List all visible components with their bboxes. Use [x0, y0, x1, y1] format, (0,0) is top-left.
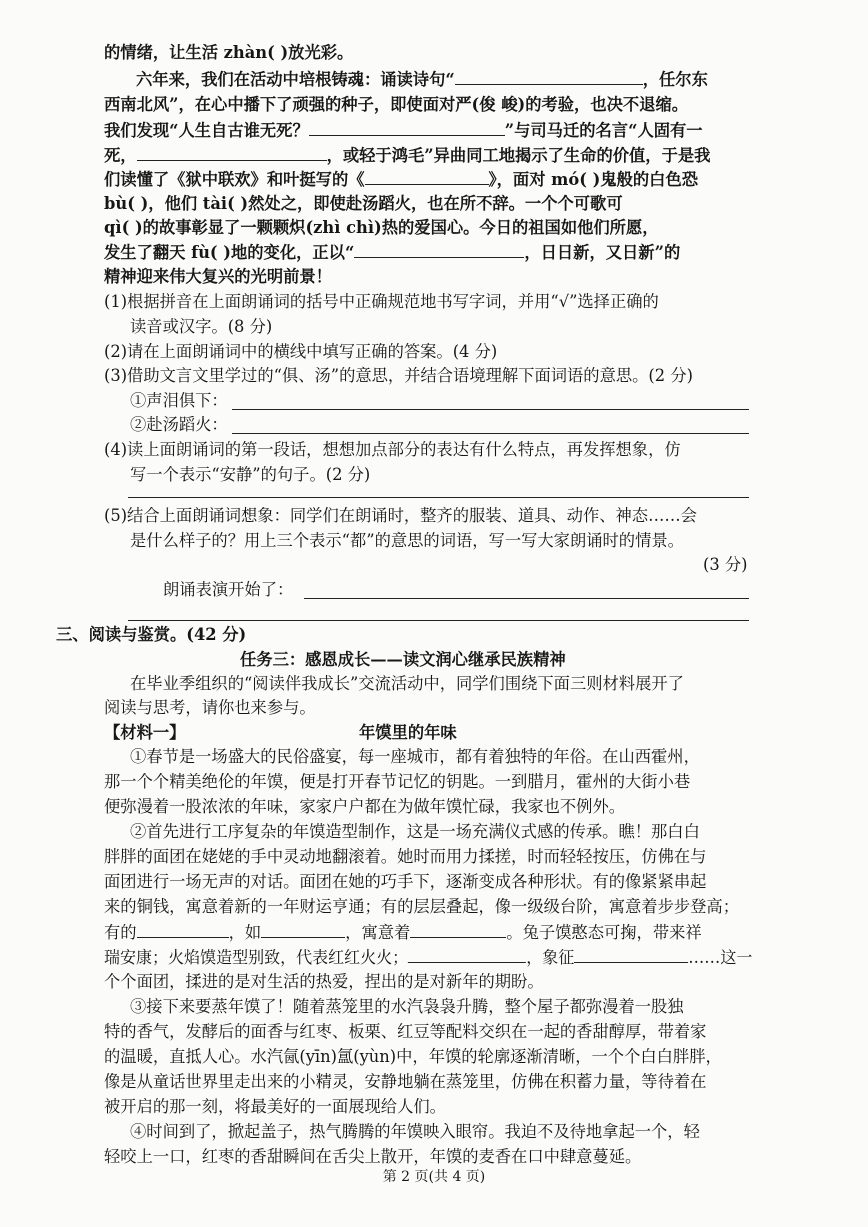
answer-blank[interactable]: [410, 920, 506, 938]
answer-blank[interactable]: [408, 945, 526, 963]
passage-line: 特的香气，发酵后的面香与红枣、板栗、红豆等配料交织在一起的香甜醇厚，带着家: [104, 1022, 707, 1041]
poem-line: qì( )的故事彰显了一颗颗炽(zhì chì)热的爱国心。今日的祖国如他们所愿，: [104, 218, 659, 237]
task-title: 任务三：感恩成长——读文润心继承民族精神: [240, 650, 566, 669]
poem-line: 的情绪，让生活 zhàn( )放光彩。: [104, 43, 354, 62]
question-5-score: (3 分): [703, 555, 748, 574]
poem-text: 死，: [104, 146, 137, 165]
passage-line: 来的铜钱，寓意着新的一年财运亨通；有的层层叠起，像一级级台阶，寓意着步步登高；: [104, 897, 739, 916]
question-2: (2)请在上面朗诵词中的横线中填写正确的答案。(4 分): [104, 342, 498, 361]
poem-line: [104, 143, 710, 168]
poem-text: ，或轻于鸿毛”异曲同工地揭示了生命的价值，于是我: [326, 146, 711, 165]
poem-line: [104, 240, 680, 265]
passage-text: ……这一: [688, 948, 753, 967]
material-label: 【材料一】: [104, 723, 186, 742]
question-3-item: ①声泪俱下：: [130, 391, 228, 410]
answer-line[interactable]: [128, 497, 749, 498]
passage-line: [104, 920, 702, 945]
poem-text: ”与司马迁的名言“人固有一: [504, 121, 703, 140]
passage-line: 像是从童话世界里走出来的小精灵，安静地躺在蒸笼里，仿佛在积蓄力量，等待着在: [104, 1072, 707, 1091]
passage-text: 有的: [104, 923, 137, 942]
intro-text: 在毕业季组织的“阅读伴我成长”交流活动中，同学们围绕下面三则材料展开了: [130, 674, 684, 693]
answer-line[interactable]: [232, 409, 749, 410]
poem-text: 发生了翻天 fù( )地的变化，正以“: [104, 243, 355, 262]
passage-line: 的温暖，直抵人心。水汽氤(yīn)氲(yùn)中，年馍的轮廓逐渐清晰，一个个白白胖胖，: [104, 1047, 722, 1066]
passage-line: 被开启的那一刻，将最美好的一面展现给人们。: [104, 1097, 446, 1116]
answer-blank[interactable]: [137, 920, 229, 938]
passage-line: 那一个个精美绝伦的年馍，便是打开春节记忆的钥匙。一到腊月，霍州的大街小巷: [104, 772, 691, 791]
section-heading: 三、阅读与鉴赏。(42 分): [56, 625, 247, 644]
poem-line: [104, 118, 703, 143]
question-1: 读音或汉字。(8 分): [130, 317, 273, 336]
poem-text: ，日日新，又日新”的: [524, 243, 681, 262]
answer-blank[interactable]: [455, 67, 643, 85]
answer-blank[interactable]: [309, 118, 505, 136]
passage-line: [104, 945, 752, 970]
answer-blank[interactable]: [365, 167, 489, 185]
question-5-prompt: 朗诵表演开始了：: [163, 580, 294, 599]
passage-line: 便弥漫着一股浓浓的年味，家家户户都在为做年馍忙碌，我家也不例外。: [104, 797, 626, 816]
question-4: 写一个表示“安静”的句子。(2 分): [130, 465, 371, 484]
poem-text: 我们发现“人生自古谁无死？: [104, 121, 309, 140]
passage-text: ，如: [228, 923, 262, 942]
question-5: (5)结合上面朗诵词想象：同学们在朗诵时，整齐的服装、道具、动作、神态……会: [104, 506, 697, 525]
poem-line: bù( )，他们 tài( )然处之，即使赴汤蹈火，也在所不辞。一个个可歌可: [104, 194, 623, 213]
material-title: 年馍里的年味: [359, 723, 457, 742]
answer-blank[interactable]: [261, 920, 345, 938]
passage-line: 轻咬上一口，红枣的香甜瞬间在舌尖上散开，年馍的麦香在口中肆意蔓延。: [104, 1147, 642, 1166]
passage-line: 个个面团，揉进的是对生活的热爱，捏出的是对新年的期盼。: [104, 972, 544, 991]
passage-line: ②首先进行工序复杂的年馍造型制作，这是一场充满仪式感的传承。瞧！那白白: [130, 822, 700, 841]
question-1: (1)根据拼音在上面朗诵词的括号中正确规范地书写字词，并用“√”选择正确的: [104, 292, 659, 311]
passage-line: ③接下来要蒸年馍了！随着蒸笼里的水汽袅袅升腾，整个屋子都弥漫着一股独: [130, 997, 684, 1016]
passage-line: 胖胖的面团在姥姥的手中灵动地翻滚着。她时而用力揉搓，时而轻轻按压，仿佛在与: [104, 847, 707, 866]
question-3-item: ②赴汤蹈火：: [130, 415, 228, 434]
passage-line: ④时间到了，掀起盖子，热气腾腾的年馍映入眼帘。我迫不及待地拿起一个，轻: [130, 1122, 700, 1141]
answer-line[interactable]: [128, 620, 749, 621]
poem-text: 》，面对 mó( )鬼般的白色恐: [488, 170, 699, 189]
question-5: 是什么样子的？用上三个表示“都”的意思的词语，写一写大家朗诵时的情景。: [130, 531, 684, 550]
poem-line: 精神迎来伟大复兴的光明前景！: [104, 267, 332, 286]
poem-text: 们读懂了《狱中联欢》和叶挺写的《: [104, 170, 365, 189]
page-number: 第 2 页(共 4 页): [382, 1169, 486, 1185]
passage-text: 瑞安康；火焰馍造型别致，代表红红火火；: [104, 948, 409, 967]
question-3: (3)借助文言文里学过的“俱、汤”的意思，并结合语境理解下面词语的意思。(2 分): [104, 366, 693, 385]
answer-line[interactable]: [232, 433, 749, 434]
answer-line[interactable]: [304, 598, 749, 599]
poem-text: ，任尔东: [642, 70, 708, 89]
poem-line: [104, 167, 698, 192]
answer-blank[interactable]: [354, 240, 524, 258]
intro-text: 阅读与思考，请你也来参与。: [104, 698, 316, 717]
passage-line: 面团进行一场无声的对话。面团在她的巧手下，逐渐变成各种形状。有的像紧紧串起: [104, 872, 707, 891]
answer-blank[interactable]: [574, 945, 688, 963]
poem-line: 西南北风”，在心中播下了顽强的种子，即使面对严(俊 峻)的考验，也决不退缩。: [104, 95, 689, 114]
question-4: (4)读上面朗诵词的第一段话，想想加点部分的表达有什么特点，再发挥想象，仿: [104, 440, 681, 459]
passage-text: ，象征: [526, 948, 575, 967]
passage-text: 。兔子馍憨态可掬，带来祥: [506, 923, 702, 942]
answer-blank[interactable]: [137, 143, 327, 161]
passage-line: ①春节是一场盛大的民俗盛宴，每一座城市，都有着独特的年俗。在山西霍州，: [130, 747, 700, 766]
passage-text: ，寓意着: [345, 923, 411, 942]
poem-text: 六年来，我们在活动中培根铸魂：诵读诗句“: [136, 70, 455, 89]
poem-line: [136, 67, 708, 92]
